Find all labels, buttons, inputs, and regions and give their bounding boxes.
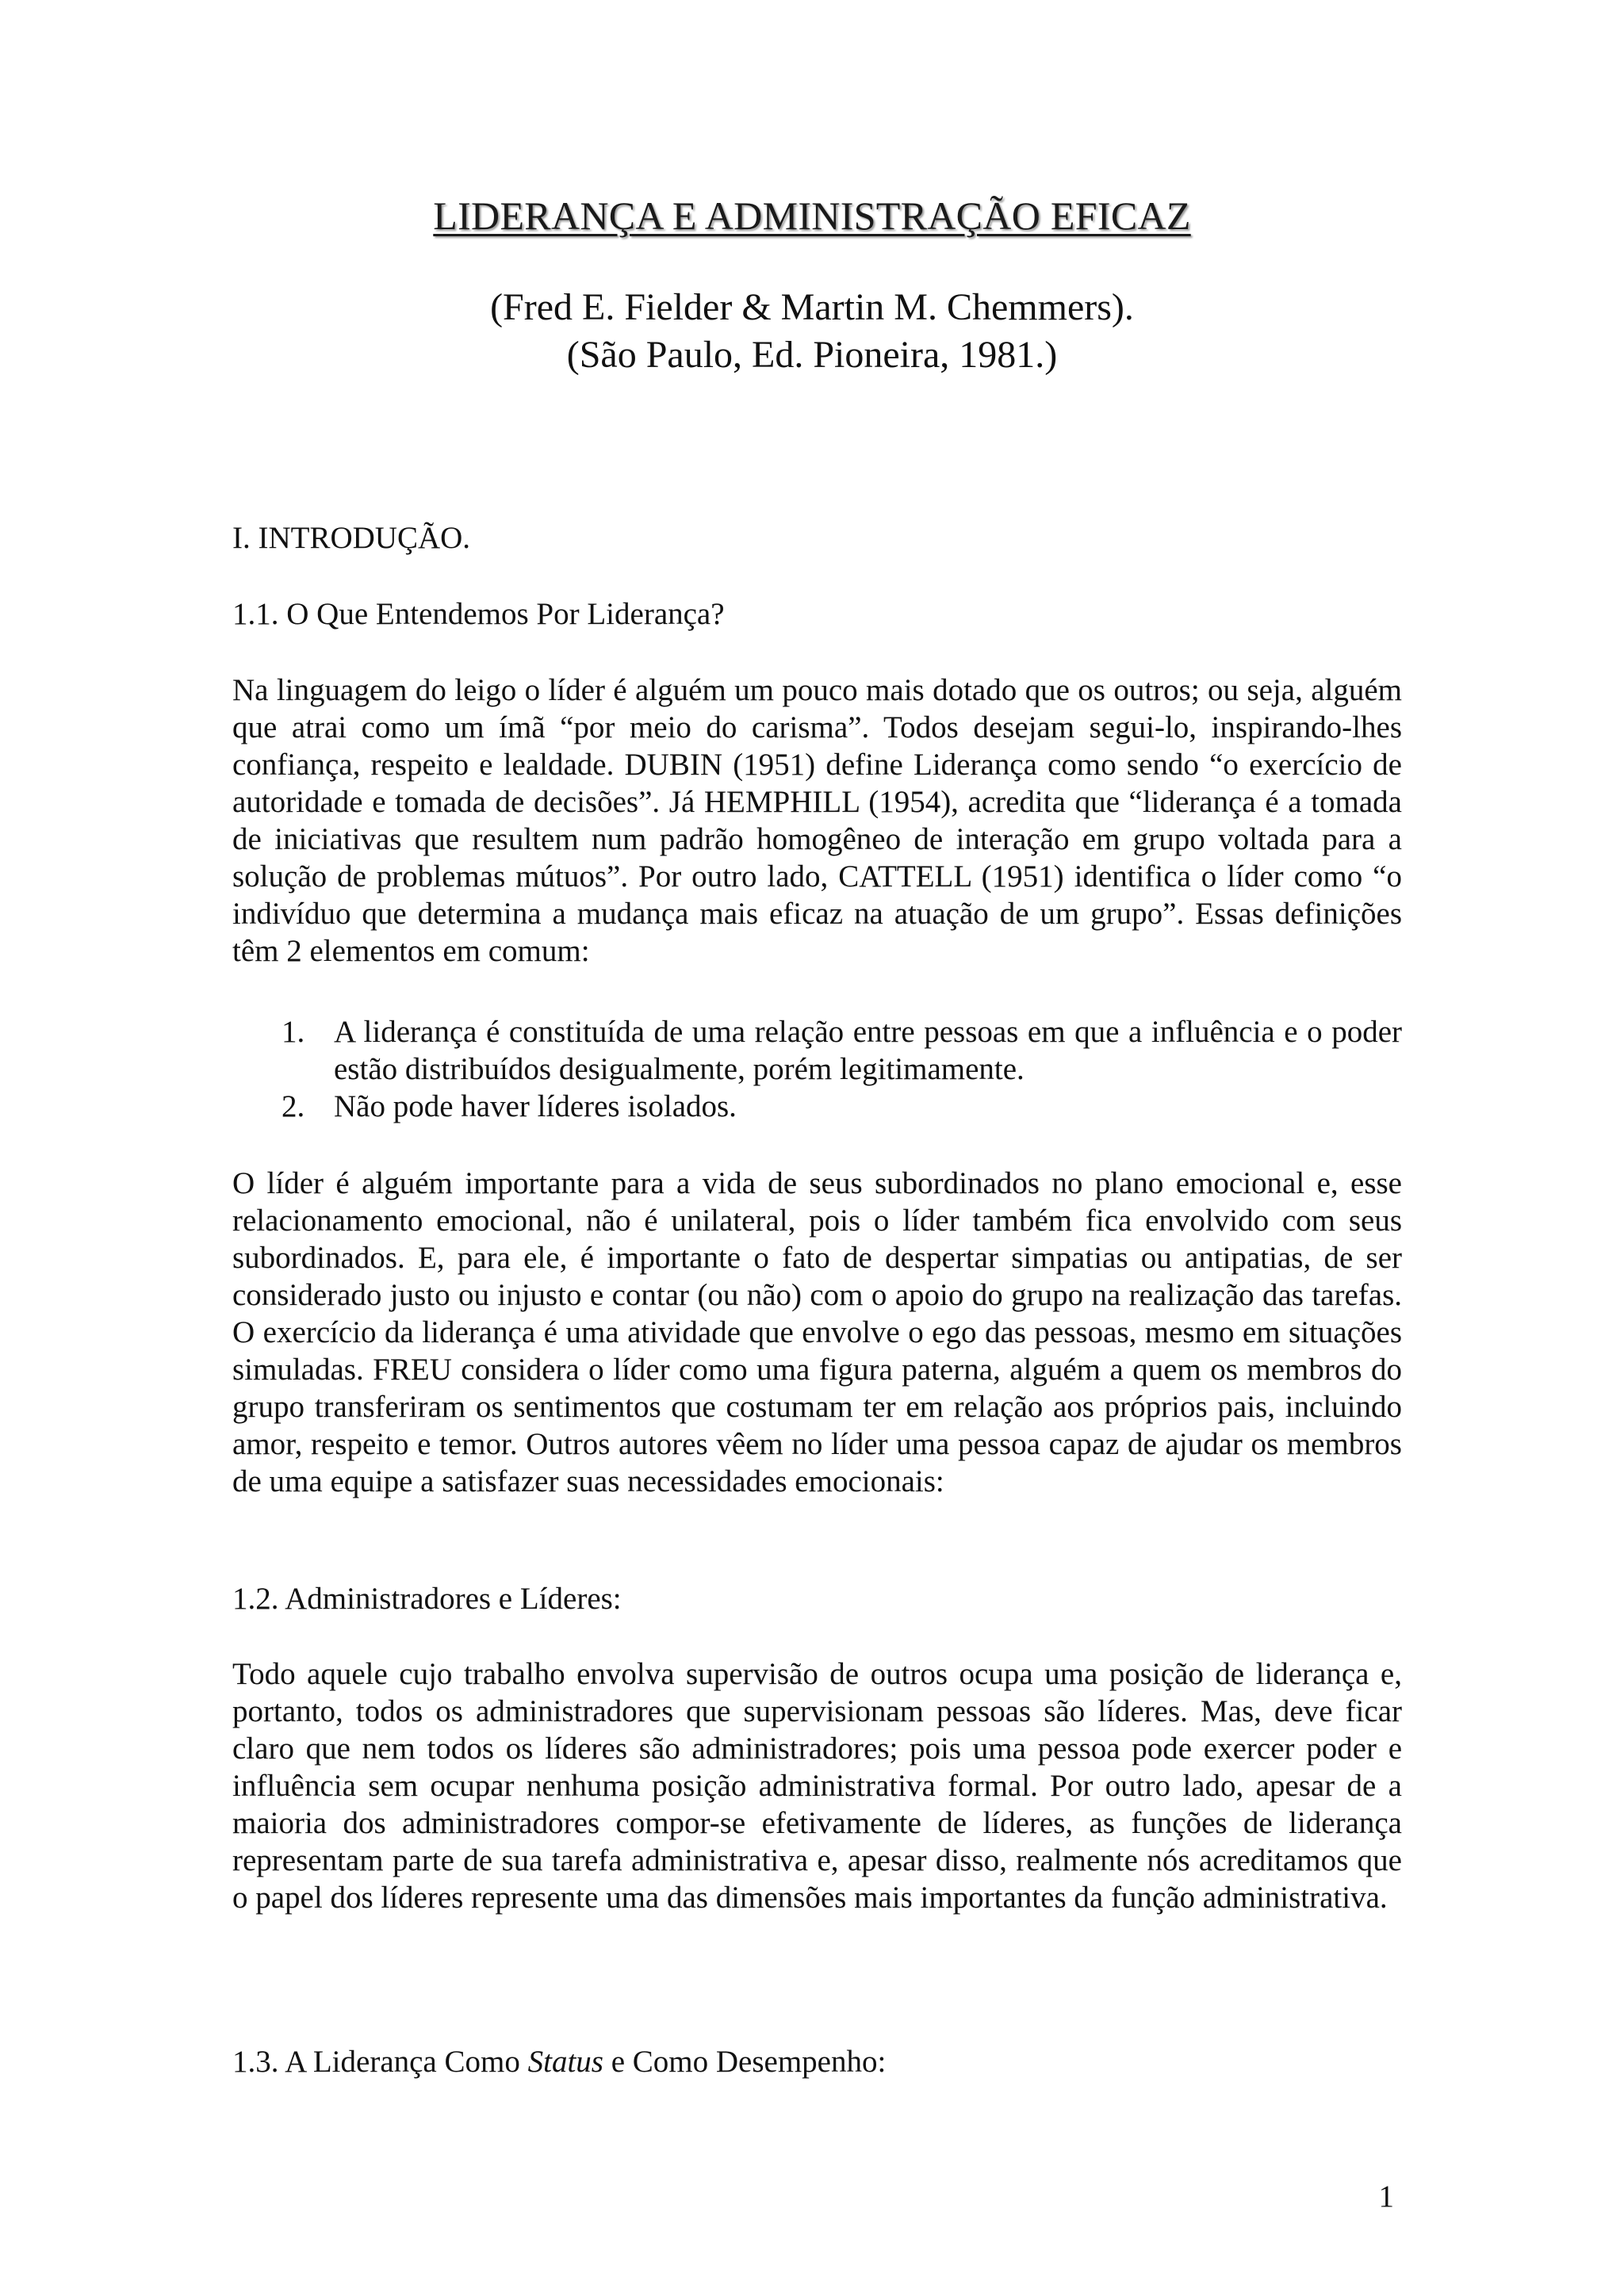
paragraph-administrators-leaders: Todo aquele cujo trabalho envolva supervisão de outros ocupa uma posição de liderança e, portanto, todos os administradores que supervisionam pessoas são líderes. Mas, deve ficar claro que nem todos os líderes são administradores; pois uma pessoa pode exercer poder e influência sem ocupar nenhuma posição administrativa formal. Por outro lado, apesar de a maioria dos administradores compor-se efetivamente de líderes, as funções de liderança representam parte de sua tarefa administrativa e, apesar disso, realmente nós acreditamos que o papel dos líderes represente uma das dimensões mais importantes da função administrativa. <box>232 1657 1402 1915</box>
page-number: 1 <box>1378 2179 1394 2214</box>
list-item <box>232 1088 1402 1125</box>
list-item-number: 2. <box>282 1089 305 1123</box>
subsection-1-3-italic: Status <box>527 2045 603 2079</box>
subsection-heading-1-2: 1.2. Administradores e Líderes: <box>232 1582 622 1616</box>
citation-authors: (Fred E. Fielder & Martin M. Chemmers). <box>490 286 1134 328</box>
paragraph-leadership-definitions: Na linguagem do leigo o líder é alguém um pouco mais dotado que os outros; ou seja, alguém que atrai como um ímã “por meio do carisma”. Todos desejam segui-lo, inspirando-lhes confiança, respeito e lealdade. DUBIN (1951) define Liderança como sendo “o exercício de autoridade e tomada de decisões”. Já HEMPHILL (1954), acredita que “liderança é a tomada de iniciativas que resultem num padrão homogêneo de interação em grupo voltada para a solução de problemas mútuos”. Por outro lado, CATTELL (1951) identifica o líder como “o indivíduo que determina a mudança mais eficaz na atuação de um grupo”. Essas definições têm 2 elementos em comum: <box>232 673 1402 968</box>
list-item-text: Não pode haver líderes isolados. <box>334 1089 737 1123</box>
list-item-number: 1. <box>282 1015 305 1049</box>
section-heading-introduction: I. INTRODUÇÃO. <box>232 521 471 555</box>
subsection-1-3-suffix: e Como Desempenho: <box>603 2045 887 2079</box>
document-title: LIDERANÇA E ADMINISTRAÇÃO EFICAZ <box>433 193 1191 238</box>
subsection-heading-1-3 <box>232 2044 886 2080</box>
subsection-heading-1-1: 1.1. O Que Entendemos Por Liderança? <box>232 597 725 631</box>
citation-publication: (São Paulo, Ed. Pioneira, 1981.) <box>566 334 1058 376</box>
common-elements-list <box>232 1013 1402 1125</box>
paragraph-emotional-relationship: O líder é alguém importante para a vida de seus subordinados no plano emocional e, esse relacionamento emocional, não é unilateral, pois o líder também fica envolvido com seus subordinados. E, para ele, é importante o fato de despertar simpatias ou antipatias, de ser considerado justo ou injusto e contar (ou não) com o apoio do grupo na realização das tarefas. O exercício da liderança é uma atividade que envolve o ego das pessoas, mesmo em situações simuladas. FREU considera o líder como uma figura paterna, alguém a quem os membros do grupo transferiram os sentimentos que costumam ter em relação aos próprios pais, incluindo amor, respeito e temor. Outros autores vêem no líder uma pessoa capaz de ajudar os membros de uma equipe a satisfazer suas necessidades emocionais: <box>232 1166 1402 1498</box>
list-item <box>232 1013 1402 1088</box>
list-item-text: A liderança é constituída de uma relação entre pessoas em que a influência e o poder estão distribuídos desigualmente, porém legitimamente. <box>334 1015 1402 1086</box>
subsection-1-3-prefix: 1.3. A Liderança Como <box>232 2045 528 2079</box>
